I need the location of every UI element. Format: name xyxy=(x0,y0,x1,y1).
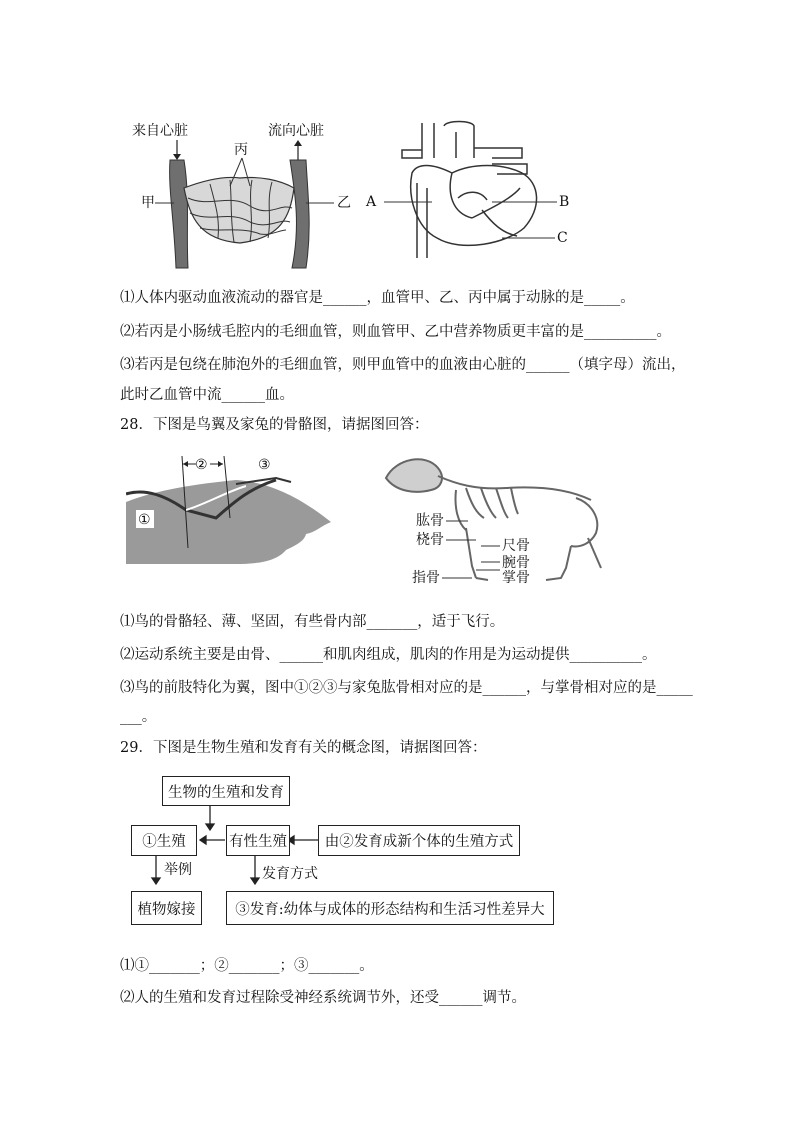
q29-title: 29．下图是生物生殖和发育有关的概念图，请据图回答： xyxy=(120,740,487,756)
label-b: B xyxy=(559,194,570,210)
rabbit-label-ulna: 尺骨 xyxy=(502,538,530,554)
concept-example-box: 植物嫁接 xyxy=(131,891,202,925)
q27-line-3: ⑶若丙是包绕在肺泡外的毛细血管，则甲血管中的血液由心脏的______（填字母）流出， xyxy=(120,357,686,373)
q28-line-2: ⑵运动系统主要是由骨、______和肌肉组成，肌肉的作用是为运动提供__________。 xyxy=(120,647,657,663)
wing-label-3: ③ xyxy=(258,457,271,473)
bird-wing-figure xyxy=(126,452,336,570)
rabbit-pointer-lines xyxy=(376,448,616,588)
wing-label-1: ① xyxy=(138,512,151,528)
heart-figure xyxy=(362,118,577,268)
rabbit-label-carpal: 腕骨 xyxy=(502,555,530,571)
capillary-figure xyxy=(130,118,370,273)
concept-top-box: 生物的生殖和发育 xyxy=(162,776,290,806)
rabbit-label-radius: 桡骨 xyxy=(416,532,444,548)
rabbit-label-humerus: 肱骨 xyxy=(416,513,444,529)
rabbit-skeleton-figure xyxy=(376,448,616,588)
concept-develop-label: 发育方式 xyxy=(262,866,318,882)
concept-example-label: 举例 xyxy=(164,862,192,878)
q27-line-2: ⑵若丙是小肠绒毛腔内的毛细血管，则血管甲、乙中营养物质更丰富的是__________。 xyxy=(120,324,671,340)
label-jia: 甲 xyxy=(141,195,155,211)
label-from-heart: 来自心脏 xyxy=(132,123,188,139)
concept-develop-box: ③发育:幼体与成体的形态结构和生活习性差异大 xyxy=(226,891,554,925)
concept-left-box: ①生殖 xyxy=(131,825,197,856)
label-yi: 乙 xyxy=(337,195,351,211)
heart-diagram xyxy=(362,118,577,268)
q28-line-3: ⑶鸟的前肢特化为翼，图中①②③与家兔肱骨相对应的是______，与掌骨相对应的是_____ xyxy=(120,680,693,696)
capillary-diagram xyxy=(130,118,370,273)
label-a: A xyxy=(366,194,377,210)
q29-line-2: ⑵人的生殖和发育过程除受神经系统调节外，还受______调节。 xyxy=(120,990,526,1006)
q27-line-4: 此时乙血管中流______血。 xyxy=(120,387,294,403)
bird-wing-diagram xyxy=(126,452,336,570)
rabbit-label-metacarpal: 掌骨 xyxy=(502,570,530,586)
concept-center-box: 有性生殖 xyxy=(226,825,290,856)
concept-map xyxy=(120,770,560,935)
q29-line-1: ⑴①_______；②_______；③_______。 xyxy=(120,958,374,974)
concept-right-box: 由②发育成新个体的生殖方式 xyxy=(318,825,520,856)
q27-line-1: ⑴人体内驱动血液流动的器官是______，血管甲、乙、丙中属于动脉的是_____。 xyxy=(120,290,635,306)
q28-title: 28．下图是鸟翼及家兔的骨骼图，请据图回答： xyxy=(120,417,429,433)
wing-label-2: ② xyxy=(195,457,208,473)
label-c: C xyxy=(557,230,568,246)
label-to-heart: 流向心脏 xyxy=(268,123,324,139)
label-bing: 丙 xyxy=(234,142,248,158)
q28-line-1: ⑴鸟的骨骼轻、薄、坚固，有些骨内部_______，适于飞行。 xyxy=(120,614,505,630)
rabbit-label-phalanx: 指骨 xyxy=(412,570,440,586)
q28-line-4: ___。 xyxy=(120,709,157,725)
